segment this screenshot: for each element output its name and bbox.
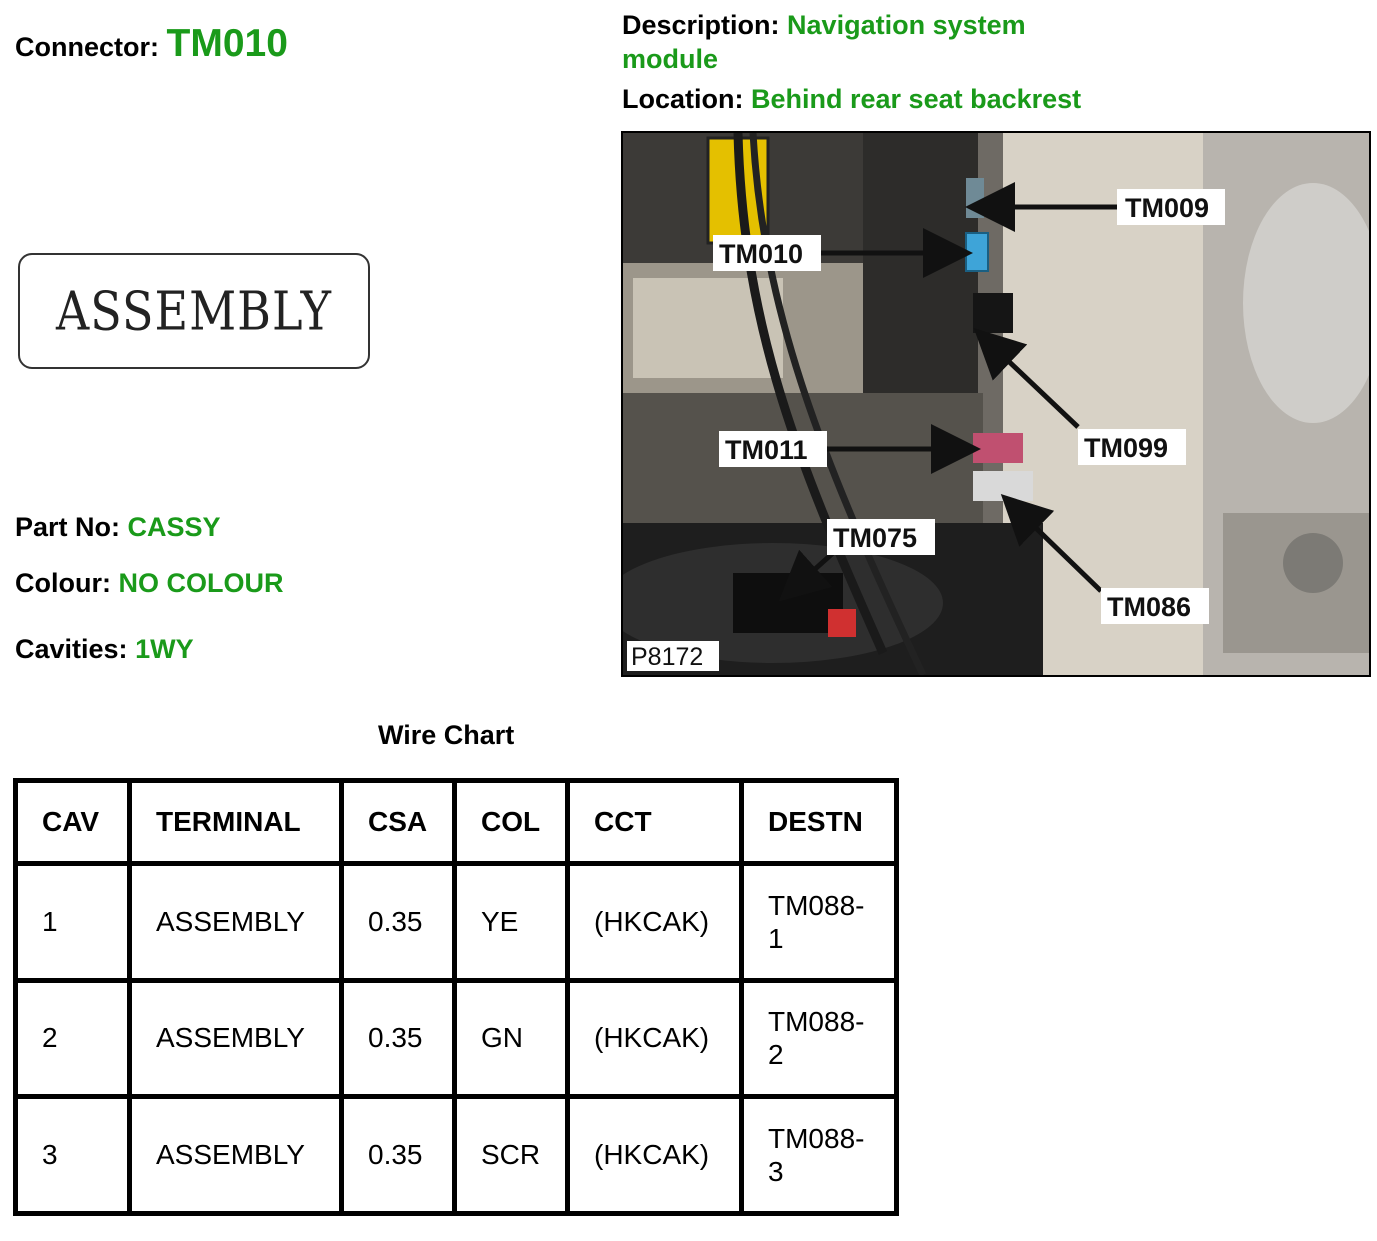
blue-connector [966, 233, 988, 271]
connector-field [15, 22, 288, 66]
colour-field [15, 568, 284, 599]
cell-cav: 1 [16, 864, 130, 981]
table-row [16, 1097, 897, 1214]
description-field [622, 8, 1092, 76]
header-csa: CSA [342, 781, 455, 864]
cavities-value: 1WY [135, 634, 194, 664]
wire-chart-table [13, 778, 899, 1216]
callout-tm099: TM099 [1084, 433, 1169, 463]
header-terminal: TERMINAL [130, 781, 342, 864]
cell-destn-wrap [742, 1097, 897, 1214]
callout-tm009: TM009 [1125, 193, 1210, 223]
callout-tm010: TM010 [719, 239, 804, 269]
cell-col: SCR [455, 1097, 568, 1214]
location-value: Behind rear seat backrest [751, 84, 1082, 114]
part-no-value: CASSY [127, 512, 221, 542]
table-header-row [16, 781, 897, 864]
cell-cav: 2 [16, 980, 130, 1097]
cell-cct: (HKCAK) [568, 1097, 742, 1214]
header-col: COL [455, 781, 568, 864]
cavities-field [15, 634, 194, 665]
colour-label: Colour: [15, 568, 111, 598]
pink-connector [973, 433, 1023, 463]
cell-cct: (HKCAK) [568, 864, 742, 981]
cell-destn: TM088-3 [768, 1123, 865, 1188]
cell-cct: (HKCAK) [568, 980, 742, 1097]
location-field [622, 84, 1081, 115]
cell-csa: 0.35 [342, 864, 455, 981]
header-destn: DESTN [742, 781, 897, 864]
cavities-label: Cavities: [15, 634, 128, 664]
connector-label: Connector: [15, 32, 159, 62]
photo-id: P8172 [631, 643, 704, 671]
description-label: Description: [622, 10, 780, 40]
cell-terminal: ASSEMBLY [130, 1097, 342, 1214]
wire-chart-title: Wire Chart [378, 720, 515, 750]
cell-col: YE [455, 864, 568, 981]
header-cct: CCT [568, 781, 742, 864]
part-no-label: Part No: [15, 512, 121, 542]
part-no-field [15, 512, 221, 543]
cell-cav: 3 [16, 1097, 130, 1214]
cell-csa: 0.35 [342, 1097, 455, 1214]
description-value: Navigation system module [622, 10, 1026, 74]
cell-destn-wrap [742, 864, 897, 981]
cell-destn: TM088-1 [768, 889, 865, 954]
callout-tm075: TM075 [833, 523, 918, 553]
table-row [16, 864, 897, 981]
table-row [16, 980, 897, 1097]
connector-location-photo [621, 131, 1371, 677]
cell-terminal: ASSEMBLY [130, 864, 342, 981]
cell-destn: TM088-2 [768, 1006, 865, 1071]
assembly-image-text: ASSEMBLY [56, 279, 332, 343]
colour-value: NO COLOUR [118, 568, 284, 598]
red-clip [828, 609, 856, 637]
cell-csa: 0.35 [342, 980, 455, 1097]
callout-tm011: TM011 [725, 435, 808, 465]
location-label: Location: [622, 84, 744, 114]
callout-tm086: TM086 [1107, 592, 1192, 622]
assembly-image-box [18, 253, 370, 369]
header-cav: CAV [16, 781, 130, 864]
cell-destn-wrap [742, 980, 897, 1097]
connector-value: TM010 [166, 22, 288, 65]
cell-col: GN [455, 980, 568, 1097]
cell-terminal: ASSEMBLY [130, 980, 342, 1097]
